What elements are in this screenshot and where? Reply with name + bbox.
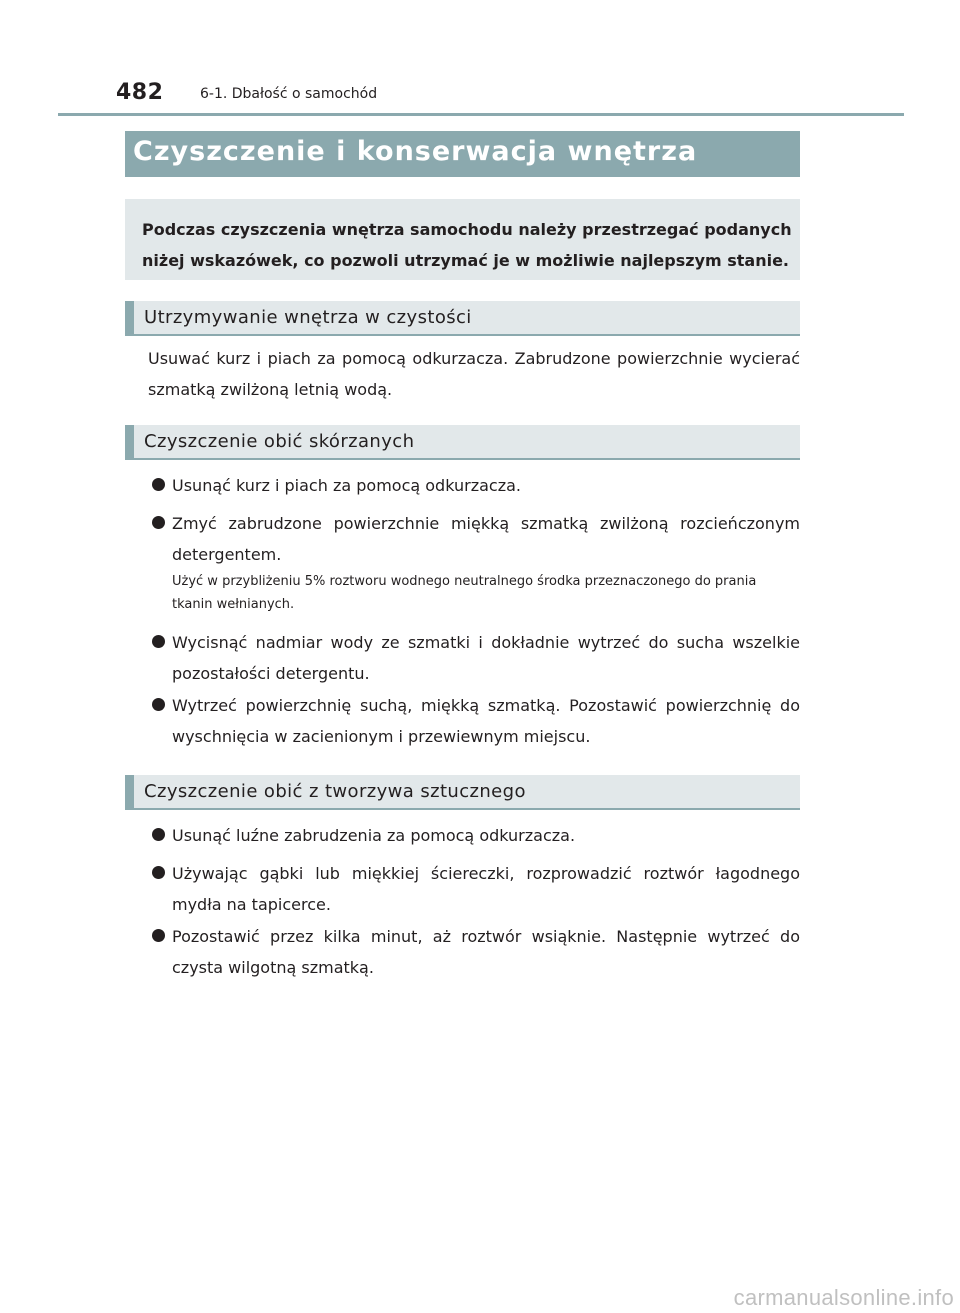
section-heading-keeping-clean (125, 301, 800, 336)
list-item (152, 470, 800, 501)
section-title: Utrzymywanie wnętrza w czystości (144, 307, 472, 328)
page-number: 482 (116, 80, 164, 105)
page-title: Czyszczenie i konserwacja wnętrza (133, 136, 698, 167)
intro-text: Podczas czyszczenia wnętrza samochodu należy przestrzegać podanych niżej wskazówek, co pozwoli utrzymać je w możliwie najlepszym stanie. (142, 220, 792, 270)
list-item-text: Usunąć luźne zabrudzenia za pomocą odkurzacza. (172, 826, 576, 845)
section-heading-leather (125, 425, 800, 460)
bullet-icon (152, 866, 165, 879)
bullet-icon (152, 698, 165, 711)
list-item (152, 508, 800, 570)
section-paragraph: Usuwać kurz i piach za pomocą odkurzacza. Zabrudzone powierzchnie wycierać szmatką zwilżoną letnią wodą. (148, 349, 800, 399)
list-item (152, 858, 800, 920)
list-item-text: Wytrzeć powierzchnię suchą, miękką szmatką. Pozostawić powierzchnię do wyschnięcia w zacienionym i przewiewnym miejscu. (172, 696, 800, 746)
bullet-icon (152, 828, 165, 841)
chapter-title: 6-1. Dbałość o samochód (200, 86, 378, 102)
list-item (152, 690, 800, 752)
intro-box (125, 199, 800, 280)
list-item (152, 921, 800, 983)
list-item (152, 820, 800, 851)
section-title: Czyszczenie obić z tworzywa sztucznego (144, 781, 526, 802)
watermark: carmanualsonline.info (733, 1285, 954, 1310)
list-item-text: Usunąć kurz i piach za pomocą odkurzacza. (172, 476, 521, 495)
page-title-bar (125, 131, 800, 177)
section-heading-plastic (125, 775, 800, 810)
list-item-text: Używając gąbki lub miękkiej ściereczki, rozprowadzić roztwór łagodnego mydła na tapicerce. (172, 864, 800, 914)
header-divider (58, 113, 904, 116)
list-item-text: Pozostawić przez kilka minut, aż roztwór wsiąknie. Następnie wytrzeć do czysta wilgotną szmatką. (172, 927, 800, 977)
list-item-note: Użyć w przybliżeniu 5% roztworu wodnego neutralnego środka przeznaczonego do prania tkanin wełnianych. (172, 574, 757, 612)
list-item-text: Zmyć zabrudzone powierzchnie miękką szmatką zwilżoną rozcieńczonym detergentem. (172, 514, 800, 564)
bullet-icon (152, 516, 165, 529)
list-item-text: Wycisnąć nadmiar wody ze szmatki i dokładnie wytrzeć do sucha wszelkie pozostałości detergentu. (172, 633, 800, 683)
section-title: Czyszczenie obić skórzanych (144, 431, 415, 452)
bullet-icon (152, 635, 165, 648)
bullet-icon (152, 929, 165, 942)
bullet-icon (152, 478, 165, 491)
list-item (152, 627, 800, 689)
